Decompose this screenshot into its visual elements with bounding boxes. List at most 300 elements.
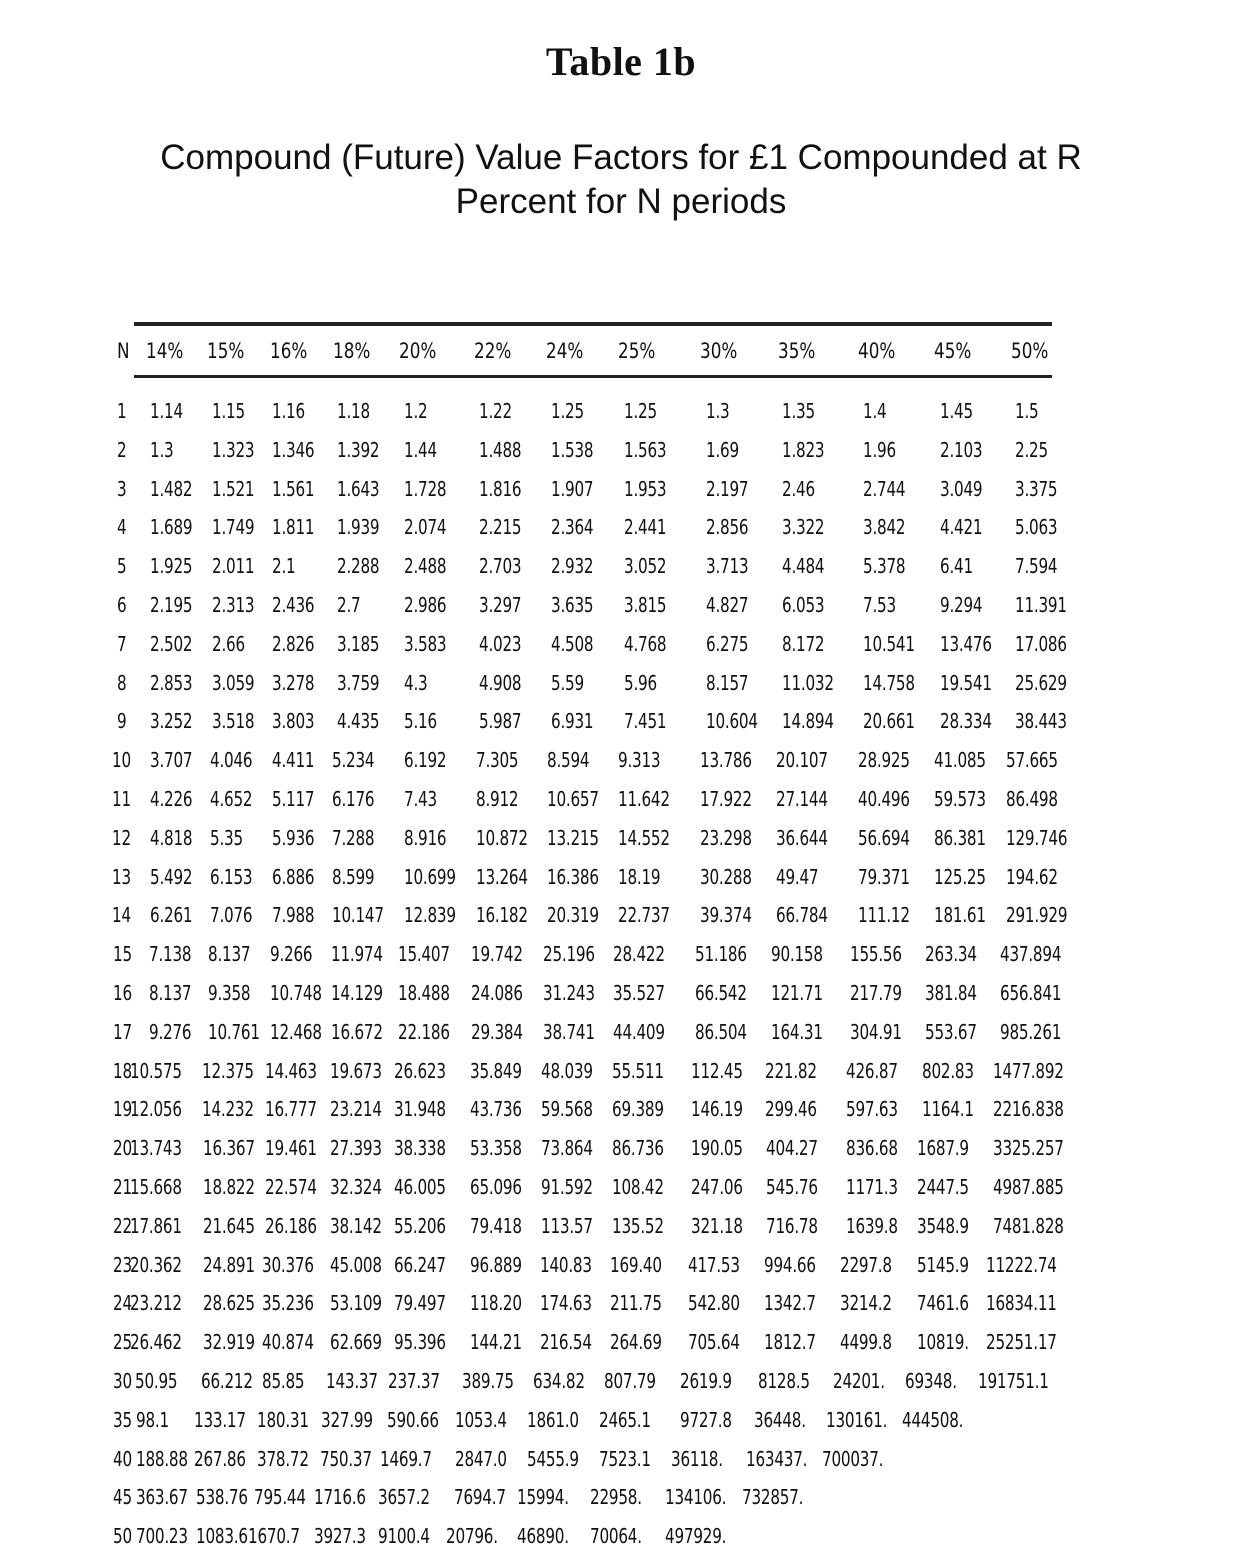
factor-cell: 10.604 (706, 709, 758, 733)
factor-cell: 1812.7 (764, 1330, 816, 1354)
row-period-label: 22 (113, 1214, 132, 1238)
factor-cell: 38.741 (543, 1020, 595, 1044)
factor-cell: 27.393 (330, 1136, 382, 1160)
factor-cell: 2.986 (404, 593, 447, 617)
factor-cell: 2.074 (404, 515, 447, 539)
row-period-label: 17 (113, 1020, 132, 1044)
factor-cell: 5.16 (404, 709, 437, 733)
row-period-label: 3 (117, 477, 127, 501)
factor-cell: 155.56 (850, 942, 902, 966)
factor-cell: 802.83 (922, 1059, 974, 1083)
row-period-label: 11 (112, 787, 131, 811)
factor-cell: 7.076 (210, 903, 253, 927)
factor-cell: 437.894 (1000, 942, 1062, 966)
factor-cell: 86.736 (612, 1136, 664, 1160)
factor-cell: 10819. (917, 1330, 969, 1354)
factor-cell: 6.192 (404, 748, 447, 772)
factor-cell: 10.761 (208, 1020, 260, 1044)
factor-cell: 16.182 (476, 903, 528, 927)
factor-cell: 1.45 (940, 399, 973, 423)
factor-cell: 22.186 (398, 1020, 450, 1044)
factor-cell: 2.215 (479, 515, 522, 539)
factor-cell: 6.053 (782, 593, 825, 617)
factor-cell: 732857. (742, 1485, 804, 1509)
factor-cell: 16.367 (203, 1136, 255, 1160)
factor-cell: 3.842 (863, 515, 906, 539)
factor-cell: 5.117 (272, 787, 315, 811)
factor-cell: 8128.5 (758, 1369, 810, 1393)
factor-cell: 143.37 (326, 1369, 378, 1393)
factor-cell: 1.22 (479, 399, 512, 423)
factor-cell: 1342.7 (764, 1291, 816, 1315)
subtitle-line-1: Compound (Future) Value Factors for £1 Compounded at R (160, 138, 1082, 177)
factor-cell: 10.575 (130, 1059, 182, 1083)
factor-cell: 1.561 (272, 477, 315, 501)
factor-cell: 291.929 (1006, 903, 1068, 927)
factor-cell: 6.886 (272, 865, 315, 889)
column-header-rate: 22% (474, 339, 512, 363)
factor-cell: 2.313 (212, 593, 255, 617)
factor-cell: 590.66 (387, 1408, 439, 1432)
factor-cell: 66.212 (201, 1369, 253, 1393)
row-period-label: 1 (117, 399, 127, 423)
row-period-label: 10 (112, 748, 131, 772)
factor-cell: 3.252 (150, 709, 193, 733)
factor-cell: 14.758 (863, 671, 915, 695)
factor-cell: 14.463 (265, 1059, 317, 1083)
factor-cell: 40.874 (262, 1330, 314, 1354)
factor-cell: 444508. (902, 1408, 964, 1432)
factor-cell: 13.743 (130, 1136, 182, 1160)
factor-cell: 363.67 (136, 1485, 188, 1509)
factor-cell: 8.137 (149, 981, 192, 1005)
subtitle-line-2: Percent for N periods (455, 182, 787, 221)
factor-cell: 17.086 (1015, 632, 1067, 656)
factor-cell: 15.407 (398, 942, 450, 966)
factor-cell: 14.129 (331, 981, 383, 1005)
factor-cell: 15.668 (130, 1175, 182, 1199)
factor-cell: 1670.7 (248, 1524, 300, 1548)
factor-cell: 1.25 (624, 399, 657, 423)
factor-cell: 4.421 (940, 515, 983, 539)
factor-cell: 28.925 (858, 748, 910, 772)
factor-cell: 3.518 (212, 709, 255, 733)
factor-cell: 49.47 (776, 865, 819, 889)
factor-cell: 5145.9 (917, 1253, 969, 1277)
factor-cell: 4987.885 (993, 1175, 1064, 1199)
factor-cell: 389.75 (462, 1369, 514, 1393)
factor-cell: 13.215 (547, 826, 599, 850)
factor-cell: 11.974 (331, 942, 383, 966)
factor-cell: 22.574 (265, 1175, 317, 1199)
factor-cell: 1.323 (212, 438, 255, 462)
factor-cell: 146.19 (691, 1097, 743, 1121)
factor-cell: 23.212 (130, 1291, 182, 1315)
factor-cell: 15994. (517, 1485, 569, 1509)
factor-cell: 2.703 (479, 554, 522, 578)
factor-cell: 23.298 (700, 826, 752, 850)
factor-cell: 1.521 (212, 477, 255, 501)
factor-cell: 1.939 (337, 515, 380, 539)
factor-cell: 3.052 (624, 554, 667, 578)
factor-cell: 3.803 (272, 709, 315, 733)
column-header-rate: 45% (934, 339, 972, 363)
factor-cell: 836.68 (846, 1136, 898, 1160)
factor-cell: 20.319 (547, 903, 599, 927)
factor-cell: 3214.2 (840, 1291, 892, 1315)
factor-cell: 1477.892 (993, 1059, 1064, 1083)
factor-cell: 1171.3 (846, 1175, 898, 1199)
factor-cell: 2447.5 (917, 1175, 969, 1199)
factor-cell: 4.046 (210, 748, 253, 772)
factor-cell: 113.57 (541, 1214, 593, 1238)
row-period-label: 12 (112, 826, 131, 850)
factor-cell: 38.142 (330, 1214, 382, 1238)
factor-cell: 2.1 (272, 554, 296, 578)
factor-cell: 6.153 (210, 865, 253, 889)
factor-cell: 1687.9 (917, 1136, 969, 1160)
factor-cell: 14.232 (202, 1097, 254, 1121)
factor-cell: 1.16 (272, 399, 305, 423)
factor-cell: 4.226 (150, 787, 193, 811)
factor-cell: 497929. (665, 1524, 727, 1548)
factor-cell: 1.4 (863, 399, 887, 423)
factor-cell: 31.243 (543, 981, 595, 1005)
factor-cell: 22.737 (618, 903, 670, 927)
factor-cell: 6.176 (332, 787, 375, 811)
row-period-label: 20 (113, 1136, 132, 1160)
factor-cell: 7461.6 (917, 1291, 969, 1315)
factor-cell: 2.011 (212, 554, 255, 578)
factor-cell: 11222.74 (986, 1253, 1057, 1277)
factor-cell: 180.31 (257, 1408, 309, 1432)
factor-cell: 70064. (590, 1524, 642, 1548)
factor-cell: 8.137 (208, 942, 251, 966)
factor-cell: 304.91 (850, 1020, 902, 1044)
factor-cell: 12.375 (202, 1059, 254, 1083)
factor-cell: 35.236 (262, 1291, 314, 1315)
factor-cell: 38.443 (1015, 709, 1067, 733)
row-period-label: 8 (117, 671, 127, 695)
factor-cell: 1.2 (404, 399, 428, 423)
factor-cell: 7.305 (476, 748, 519, 772)
factor-cell: 1.488 (479, 438, 522, 462)
factor-cell: 656.841 (1000, 981, 1062, 1005)
factor-cell: 18.488 (398, 981, 450, 1005)
factor-cell: 381.84 (925, 981, 977, 1005)
column-header-n: N (117, 339, 130, 363)
column-header-rate: 40% (858, 339, 896, 363)
factor-cell: 2847.0 (455, 1447, 507, 1471)
factor-cell: 7694.7 (454, 1485, 506, 1509)
factor-cell: 10.748 (270, 981, 322, 1005)
row-period-label: 23 (113, 1253, 132, 1277)
factor-cell: 188.88 (136, 1447, 188, 1471)
factor-cell: 79.371 (858, 865, 910, 889)
factor-cell: 3.707 (150, 748, 193, 772)
factor-cell: 5.936 (272, 826, 315, 850)
factor-cell: 16.386 (547, 865, 599, 889)
factor-cell: 327.99 (321, 1408, 373, 1432)
factor-cell: 6.261 (150, 903, 193, 927)
factor-cell: 19.673 (330, 1059, 382, 1083)
column-header-rate: 14% (146, 339, 184, 363)
factor-cell: 7.451 (624, 709, 667, 733)
factor-cell: 69348. (905, 1369, 957, 1393)
factor-cell: 1.749 (212, 515, 255, 539)
column-header-rate: 50% (1011, 339, 1049, 363)
factor-cell: 1.563 (624, 438, 667, 462)
factor-cell: 56.694 (858, 826, 910, 850)
row-period-label: 9 (117, 709, 127, 733)
factor-cell: 2.197 (706, 477, 749, 501)
column-header-rate: 25% (618, 339, 656, 363)
factor-cell: 1164.1 (922, 1097, 974, 1121)
factor-cell: 378.72 (257, 1447, 309, 1471)
factor-cell: 55.206 (394, 1214, 446, 1238)
factor-cell: 7.594 (1015, 554, 1058, 578)
factor-cell: 40.496 (858, 787, 910, 811)
row-period-label: 14 (112, 903, 131, 927)
factor-cell: 750.37 (320, 1447, 372, 1471)
factor-cell: 7.138 (149, 942, 192, 966)
factor-cell: 8.916 (404, 826, 447, 850)
factor-cell: 2.856 (706, 515, 749, 539)
factor-cell: 14.552 (618, 826, 670, 850)
factor-cell: 3.375 (1015, 477, 1058, 501)
factor-cell: 41.085 (934, 748, 986, 772)
column-header-rate: 16% (270, 339, 308, 363)
factor-cell: 66.247 (394, 1253, 446, 1277)
factor-cell: 44.409 (613, 1020, 665, 1044)
factor-cell: 28.334 (940, 709, 992, 733)
factor-cell: 22958. (590, 1485, 642, 1509)
factor-cell: 144.21 (470, 1330, 522, 1354)
row-period-label: 7 (117, 632, 127, 656)
factor-cell: 17.861 (130, 1214, 182, 1238)
factor-cell: 27.144 (776, 787, 828, 811)
factor-cell: 3927.3 (314, 1524, 366, 1548)
factor-cell: 36.644 (776, 826, 828, 850)
factor-cell: 7523.1 (599, 1447, 651, 1471)
factor-cell: 3.583 (404, 632, 447, 656)
row-period-label: 16 (113, 981, 132, 1005)
factor-cell: 3.322 (782, 515, 825, 539)
factor-cell: 2.7 (337, 593, 361, 617)
factor-cell: 191751.1 (978, 1369, 1049, 1393)
factor-cell: 1.689 (150, 515, 193, 539)
factor-cell: 98.1 (136, 1408, 169, 1432)
row-period-label: 13 (112, 865, 131, 889)
factor-cell: 35.849 (470, 1059, 522, 1083)
factor-cell: 10.872 (476, 826, 528, 850)
factor-cell: 108.42 (612, 1175, 664, 1199)
factor-cell: 30.288 (700, 865, 752, 889)
factor-cell: 24.891 (203, 1253, 255, 1277)
factor-cell: 8.157 (706, 671, 749, 695)
factor-cell: 1.925 (150, 554, 193, 578)
factor-cell: 2297.8 (840, 1253, 892, 1277)
factor-cell: 795.44 (254, 1485, 306, 1509)
factor-cell: 36118. (671, 1447, 723, 1471)
factor-cell: 20.661 (863, 709, 915, 733)
column-header-rate: 15% (207, 339, 245, 363)
factor-cell: 417.53 (688, 1253, 740, 1277)
factor-cell: 12.468 (270, 1020, 322, 1044)
row-period-label: 40 (113, 1447, 132, 1471)
factor-cell: 404.27 (766, 1136, 818, 1160)
factor-cell: 5.063 (1015, 515, 1058, 539)
factor-cell: 32.919 (203, 1330, 255, 1354)
factor-cell: 9.276 (149, 1020, 192, 1044)
factor-cell: 14.894 (782, 709, 834, 733)
factor-cell: 66.784 (776, 903, 828, 927)
factor-cell: 2216.838 (993, 1097, 1064, 1121)
factor-cell: 4.484 (782, 554, 825, 578)
factor-cell: 51.186 (695, 942, 747, 966)
factor-cell: 121.71 (771, 981, 823, 1005)
factor-cell: 542.80 (688, 1291, 740, 1315)
factor-cell: 700.23 (136, 1524, 188, 1548)
factor-cell: 53.109 (330, 1291, 382, 1315)
factor-cell: 20796. (446, 1524, 498, 1548)
factor-cell: 59.573 (934, 787, 986, 811)
factor-cell: 10.657 (547, 787, 599, 811)
factor-cell: 96.889 (470, 1253, 522, 1277)
factor-cell: 20.107 (776, 748, 828, 772)
factor-cell: 3.815 (624, 593, 667, 617)
factor-cell: 9.358 (208, 981, 251, 1005)
factor-cell: 3.059 (212, 671, 255, 695)
factor-cell: 9.266 (270, 942, 313, 966)
factor-cell: 12.056 (130, 1097, 182, 1121)
factor-cell: 7.988 (272, 903, 315, 927)
factor-cell: 16.777 (265, 1097, 317, 1121)
factor-cell: 2.364 (551, 515, 594, 539)
factor-cell: 8.912 (476, 787, 519, 811)
factor-cell: 65.096 (470, 1175, 522, 1199)
factor-cell: 237.37 (388, 1369, 440, 1393)
factor-cell: 190.05 (691, 1136, 743, 1160)
factor-cell: 4.652 (210, 787, 253, 811)
factor-cell: 1.816 (479, 477, 522, 501)
row-period-label: 21 (113, 1175, 132, 1199)
factor-cell: 1.96 (863, 438, 896, 462)
factor-cell: 5.35 (210, 826, 243, 850)
factor-cell: 43.736 (470, 1097, 522, 1121)
factor-cell: 217.79 (850, 981, 902, 1005)
factor-cell: 1.823 (782, 438, 825, 462)
factor-cell: 79.497 (394, 1291, 446, 1315)
factor-cell: 4.411 (272, 748, 315, 772)
factor-cell: 7.53 (863, 593, 896, 617)
factor-cell: 59.568 (541, 1097, 593, 1121)
factor-cell: 140.83 (540, 1253, 592, 1277)
factor-cell: 299.46 (765, 1097, 817, 1121)
factor-cell: 3548.9 (917, 1214, 969, 1238)
factor-cell: 2.502 (150, 632, 193, 656)
factor-cell: 545.76 (766, 1175, 818, 1199)
factor-cell: 13.476 (940, 632, 992, 656)
factor-cell: 86.381 (934, 826, 986, 850)
factor-cell: 716.78 (766, 1214, 818, 1238)
factor-cell: 55.511 (612, 1059, 664, 1083)
factor-cell: 7.288 (332, 826, 375, 850)
factor-cell: 2.195 (150, 593, 193, 617)
factor-cell: 1.3 (706, 399, 730, 423)
row-period-label: 2 (117, 438, 127, 462)
factor-cell: 53.358 (470, 1136, 522, 1160)
factor-cell: 86.498 (1006, 787, 1058, 811)
factor-cell: 57.665 (1006, 748, 1058, 772)
factor-cell: 86.504 (695, 1020, 747, 1044)
factor-cell: 5.987 (479, 709, 522, 733)
factor-cell: 6.275 (706, 632, 749, 656)
factor-cell: 9727.8 (680, 1408, 732, 1432)
factor-cell: 1.15 (212, 399, 245, 423)
factor-cell: 1.3 (150, 438, 174, 462)
factor-cell: 164.31 (771, 1020, 823, 1044)
factor-cell: 18.822 (203, 1175, 255, 1199)
factor-cell: 1.346 (272, 438, 315, 462)
factor-cell: 6.41 (940, 554, 973, 578)
factor-cell: 1.728 (404, 477, 447, 501)
factor-cell: 1.811 (272, 515, 315, 539)
factor-cell: 79.418 (470, 1214, 522, 1238)
factor-cell: 3325.257 (993, 1136, 1064, 1160)
factor-cell: 1083.6 (196, 1524, 248, 1548)
factor-cell: 2.25 (1015, 438, 1048, 462)
factor-cell: 985.261 (1000, 1020, 1062, 1044)
column-header-rate: 20% (399, 339, 437, 363)
factor-cell: 32.324 (330, 1175, 382, 1199)
factor-cell: 10.541 (863, 632, 915, 656)
factor-cell: 62.669 (330, 1330, 382, 1354)
factor-cell: 18.19 (618, 865, 661, 889)
factor-cell: 66.542 (695, 981, 747, 1005)
factor-cell: 1469.7 (380, 1447, 432, 1471)
factor-cell: 135.52 (612, 1214, 664, 1238)
factor-cell: 28.422 (613, 942, 665, 966)
row-period-label: 15 (113, 942, 132, 966)
row-period-label: 25 (113, 1330, 132, 1354)
factor-cell: 118.20 (470, 1291, 522, 1315)
factor-cell: 90.158 (771, 942, 823, 966)
factor-cell: 2.46 (782, 477, 815, 501)
factor-cell: 11.032 (782, 671, 834, 695)
factor-cell: 46.005 (394, 1175, 446, 1199)
row-period-label: 30 (113, 1369, 132, 1393)
factor-cell: 25.629 (1015, 671, 1067, 695)
factor-cell: 1.643 (337, 477, 380, 501)
row-period-label: 5 (117, 554, 127, 578)
factor-cell: 2.66 (212, 632, 245, 656)
factor-cell: 597.63 (846, 1097, 898, 1121)
factor-cell: 130161. (826, 1408, 888, 1432)
factor-cell: 9.294 (940, 593, 983, 617)
factor-cell: 26.462 (130, 1330, 182, 1354)
factor-cell: 10.699 (404, 865, 456, 889)
column-header-rate: 18% (333, 339, 371, 363)
factor-cell: 1.35 (782, 399, 815, 423)
factor-cell: 4.768 (624, 632, 667, 656)
factor-cell: 5.59 (551, 671, 584, 695)
row-period-label: 24 (113, 1291, 132, 1315)
factor-cell: 129.746 (1006, 826, 1068, 850)
factor-cell: 247.06 (691, 1175, 743, 1199)
column-header-rate: 30% (700, 339, 738, 363)
factor-cell: 4.908 (479, 671, 522, 695)
